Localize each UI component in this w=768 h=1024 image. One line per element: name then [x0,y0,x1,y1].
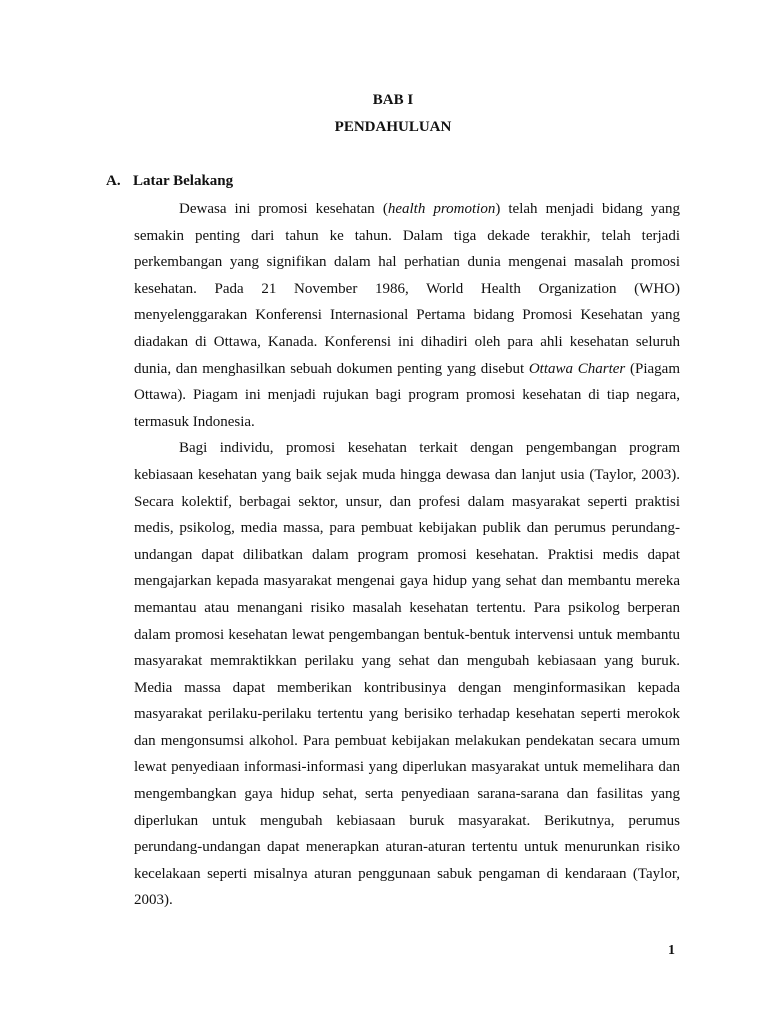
paragraph-1-text-a: Dewasa ini promosi kesehatan ( [179,201,388,217]
paragraph-1-text-c: (Piagam Ottawa). Piagam ini menjadi rujukan bagi program promosi kesehatan di tiap negara, termasuk Indonesia. [134,360,680,430]
page-number: 1 [668,943,675,958]
paragraph-1-text-b: ) telah menjadi bidang yang semakin penting dari tahun ke tahun. Dalam tiga dekade terakhir, telah terjadi perkembangan yang signifikan dalam hal perhatian dunia mengenai masalah promosi kesehatan. Pada 21 November 1986, World Health Organization (WHO) menyelenggarakan Konferensi Internasional Pertama bidang Promosi Kesehatan yang diadakan di Ottawa, Kanada. Konferensi ini dihadiri oleh para ahli kesehatan seluruh dunia, dan menghasilkan sebuah dokumen penting yang disebut [134,201,680,377]
paragraph-1-italic-term: health promotion [387,201,496,217]
section-title: Latar Belakang [133,173,234,189]
chapter-number: BAB I [372,92,414,108]
section-heading [106,170,233,192]
paragraph-2: Bagi individu, promosi kesehatan terkait dengan pengembangan program kebiasaan kesehatan yang baik sejak muda hingga dewasa dan lanjut usia (Taylor, 2003). Secara kolektif, berbagai sektor, unsur, dan profesi dalam masyarakat seperti praktisi medis, psikolog, media massa, para pembuat kebijakan publik dan perumus perundang-undangan dapat dilibatkan dalam program promosi kesehatan. Praktisi medis dapat mengajarkan kepada masyarakat mengenai gaya hidup yang sehat dan membantu mereka memantau atau menangani risiko masalah kesehatan tertentu. Para psikolog berperan dalam promosi kesehatan lewat pengembangan bentuk-bentuk intervensi untuk membantu masyarakat memraktikkan perilaku yang sehat dan mengubah kebiasaan yang buruk. Media massa dapat memberikan kontribusinya dengan menginformasikan kepada masyarakat perilaku-perilaku tertentu yang berisiko terhadap kesehatan seperti merokok dan mengonsumsi alkohol. Para pembuat kebijakan melakukan pendekatan secara umum lewat penyediaan informasi-informasi yang diperlukan masyarakat untuk memelihara dan mengembangkan gaya hidup sehat, serta penyediaan sarana-sarana dan fasilitas yang diperlukan untuk mengubah kebiasaan buruk masyarakat. Berikutnya, perumus perundang-undangan dapat menerapkan aturan-aturan tertentu untuk menurunkan risiko kecelakaan seperti misalnya aturan penggunaan sabuk pengaman di kendaraan (Taylor, 2003). [134,440,680,909]
paragraph-1 [134,196,680,435]
paragraph-1-italic-document-name: Ottawa Charter [528,360,626,377]
chapter-title: PENDAHULUAN [334,119,452,135]
body-text [134,196,680,914]
section-number: A. [106,173,121,189]
